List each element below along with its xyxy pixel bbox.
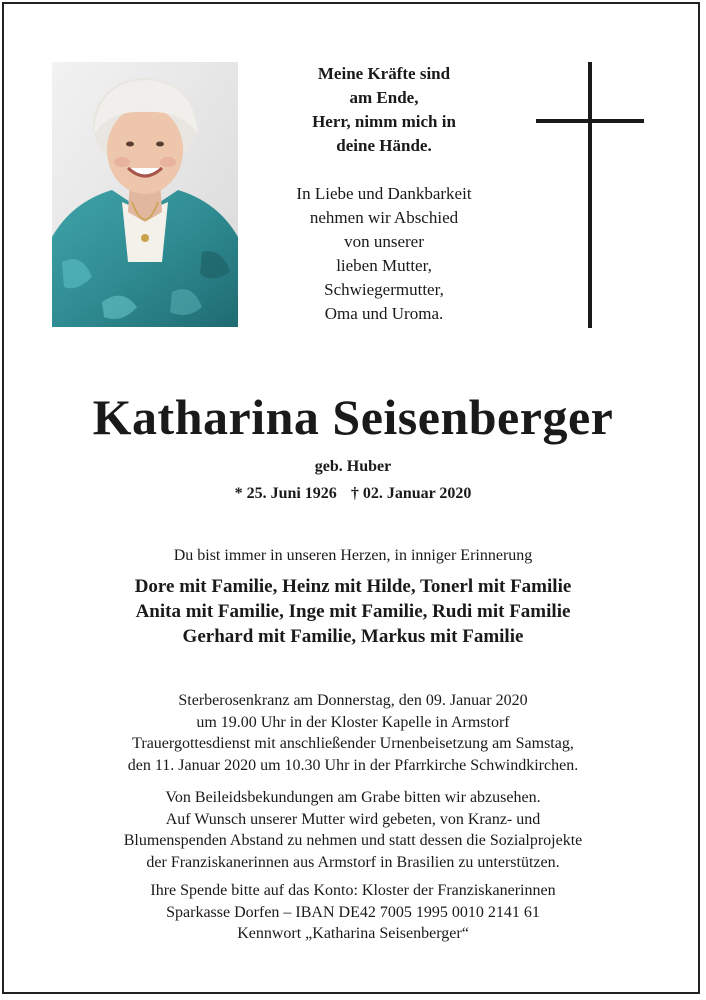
- farewell-line: nehmen wir Abschied: [309, 208, 459, 227]
- service-line: Sterberosenkranz am Donnerstag, den 09. Januar 2020: [178, 692, 528, 709]
- farewell-text: [262, 182, 506, 326]
- farewell-line: von unserer: [344, 232, 424, 251]
- verse-quote-line: Meine Kräfte sind: [317, 64, 451, 83]
- mourners-list: [0, 574, 706, 649]
- verse-block: [262, 62, 506, 326]
- condolence-line: Auf Wunsch unserer Mutter wird gebeten, von Kranz- und: [165, 810, 541, 828]
- birth-date: * 25. Juni 1926: [234, 485, 337, 502]
- verse-quote-line: am Ende,: [349, 88, 419, 107]
- farewell-line: In Liebe und Dankbarkeit: [296, 184, 472, 203]
- portrait-photo: [52, 62, 238, 327]
- farewell-line: Oma und Uroma.: [324, 304, 444, 323]
- condolence-note: [0, 787, 706, 873]
- deceased-name: Katharina Seisenberger: [92, 389, 614, 445]
- maiden-name: geb. Huber: [314, 458, 392, 475]
- donation-line: Kennwort „Katharina Seisenberger“: [237, 925, 469, 942]
- condolence-line: der Franziskanerinnen aus Armstorf in Brasilien zu unterstützen.: [146, 853, 560, 871]
- service-line: Trauergottesdienst mit anschließender Urnenbeisetzung am Samstag,: [132, 735, 574, 752]
- verse-quote-line: Herr, nimm mich in: [312, 112, 456, 131]
- donation-line: Sparkasse Dorfen – IBAN DE42 7005 1995 0010 2141 61: [166, 903, 540, 921]
- death-date: † 02. Januar 2020: [350, 485, 472, 502]
- donation-line: Ihre Spende bitte auf das Konto: Kloster der Franziskanerinnen: [150, 882, 556, 899]
- life-dates: [0, 485, 706, 503]
- verse-quote-line: deine Hände.: [336, 136, 432, 155]
- donation-details: [0, 880, 706, 945]
- service-line: den 11. Januar 2020 um 10.30 Uhr in der Pfarrkirche Schwindkirchen.: [127, 756, 579, 774]
- portrait-illustration: [52, 62, 238, 327]
- mourners-line: Dore mit Familie, Heinz mit Hilde, Tonerl mit Familie: [134, 576, 572, 597]
- condolence-line: Blumenspenden Abstand zu nehmen und statt dessen die Sozialprojekte: [123, 832, 583, 849]
- mourners-line: Gerhard mit Familie, Markus mit Familie: [182, 626, 524, 647]
- memory-line: Du bist immer in unseren Herzen, in inniger Erinnerung: [173, 547, 533, 564]
- service-details: [0, 690, 706, 776]
- condolence-line: Von Beileidsbekundungen am Grabe bitten wir abzusehen.: [165, 789, 541, 806]
- mourners-line: Anita mit Familie, Inge mit Familie, Rudi mit Familie: [135, 601, 571, 622]
- cross-icon: [536, 62, 644, 328]
- farewell-line: Schwiegermutter,: [324, 280, 444, 299]
- farewell-line: lieben Mutter,: [336, 256, 432, 275]
- service-line: um 19.00 Uhr in der Kloster Kapelle in Armstorf: [196, 713, 510, 731]
- verse-quote: [262, 62, 506, 158]
